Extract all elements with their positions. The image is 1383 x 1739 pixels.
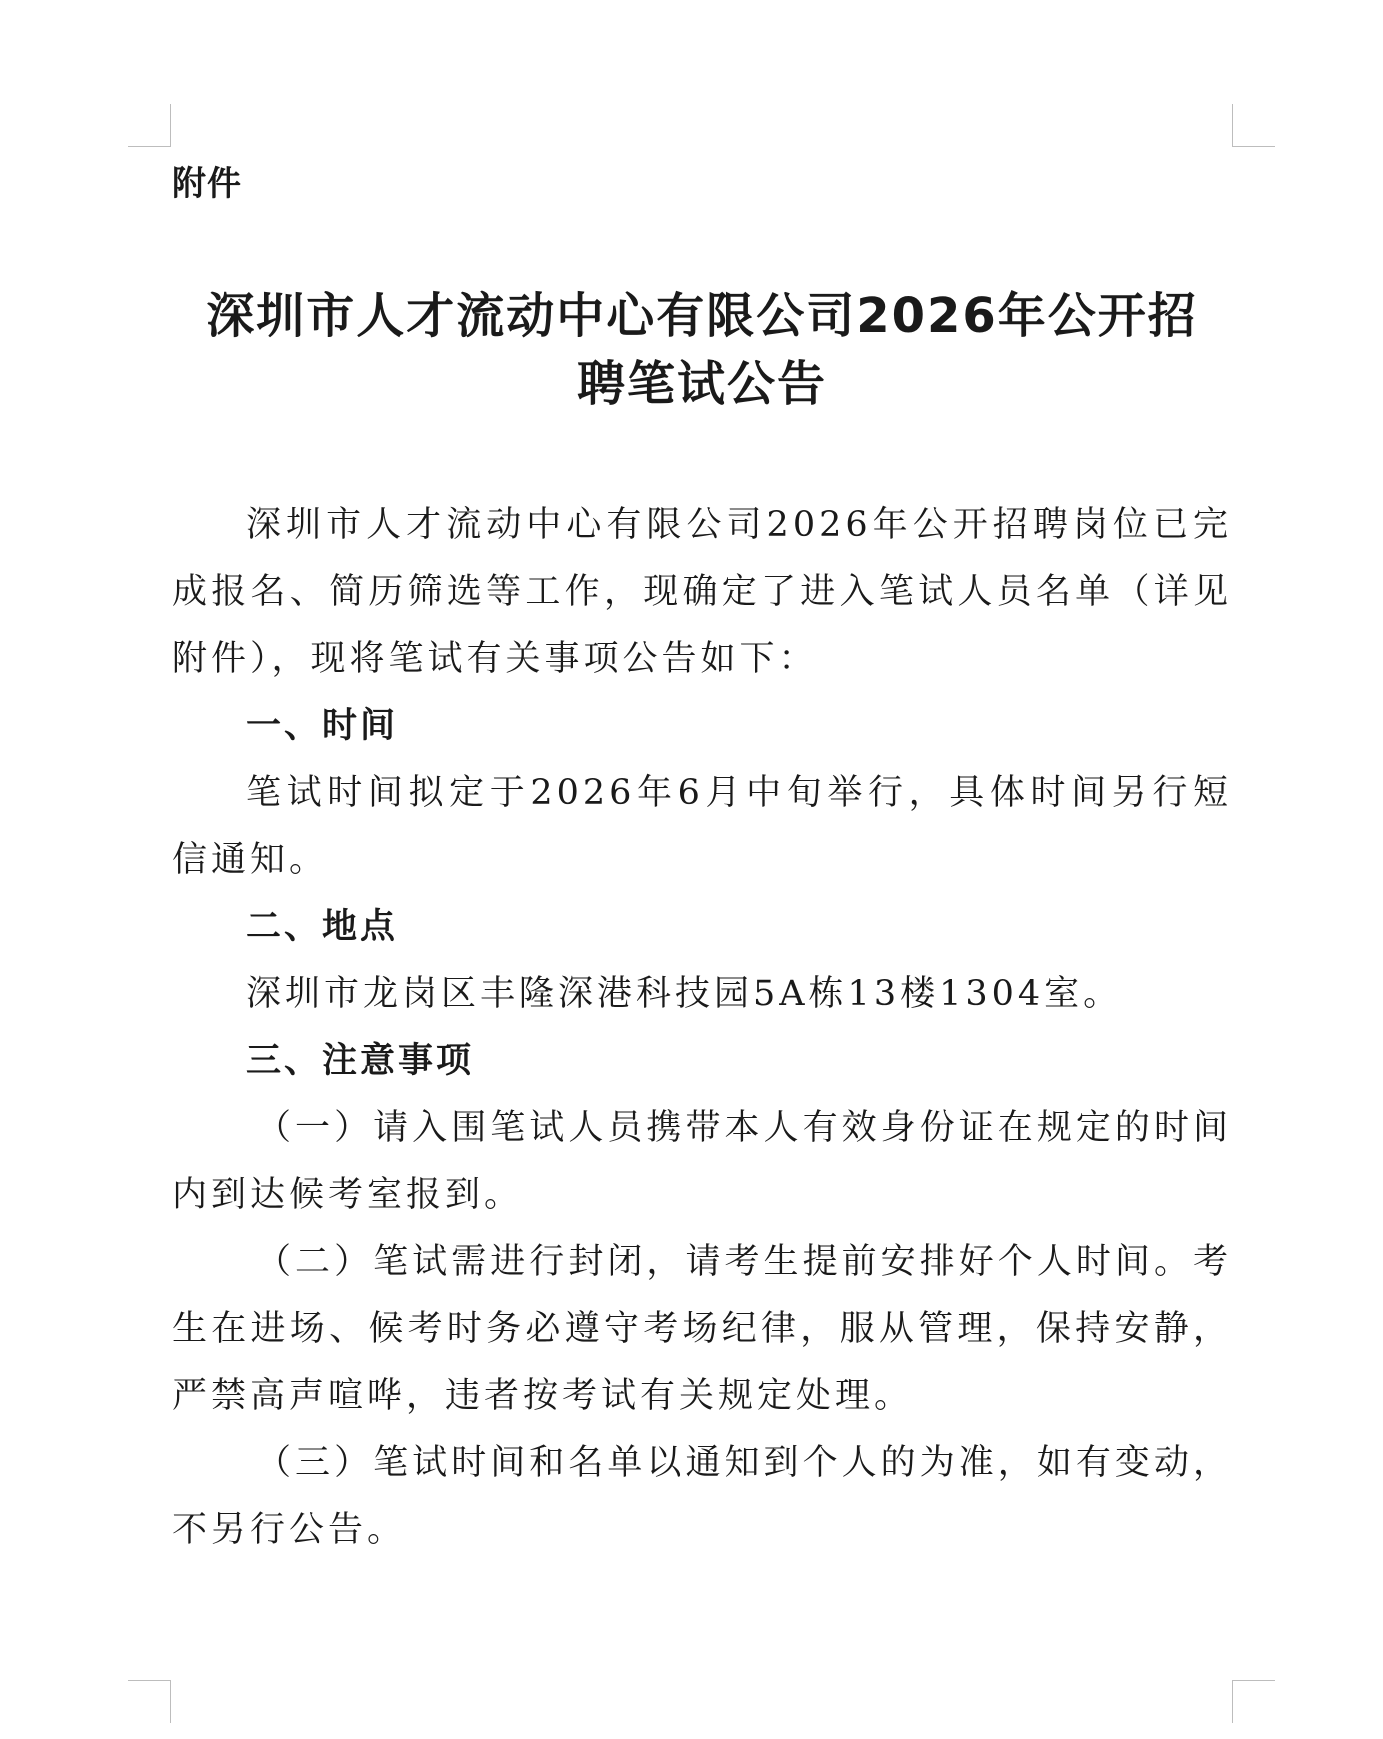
title-line-1: 深圳市人才流动中心有限公司2026年公开招 [206,288,1198,344]
section-text-time: 笔试时间拟定于2026年6月中旬举行，具体时间另行短信通知。 [172,773,1232,880]
intro-paragraph: 深圳市人才流动中心有限公司2026年公开招聘岗位已完成报名、简历筛选等工作，现确定了进入笔试人员名单（详见附件），现将笔试有关事项公告如下： [172,505,1232,679]
crop-mark-top-right [1232,104,1275,147]
attachment-label: 附件 [172,164,242,204]
document-title [172,282,1232,418]
crop-mark-bottom-left [128,1680,171,1723]
section-heading-time: 一、时间 [246,706,399,746]
crop-mark-top-left [128,104,171,147]
section-heading-notes: 三、注意事项 [246,1041,475,1081]
section-text-location: 深圳市龙岗区丰隆深港科技园5A栋13楼1304室。 [246,974,1123,1014]
title-line-2: 聘笔试公告 [576,356,827,412]
notes-item: （二）笔试需进行封闭，请考生提前安排好个人时间。考生在进场、候考时务必遵守考场纪律，服从管理，保持安静，严禁高声喧哗，违者按考试有关规定处理。 [172,1242,1232,1416]
notes-item: （三）笔试时间和名单以通知到个人的为准，如有变动，不另行公告。 [172,1443,1232,1550]
notes-item: （一）请入围笔试人员携带本人有效身份证在规定的时间内到达候考室报到。 [172,1108,1232,1215]
crop-mark-bottom-right [1232,1680,1275,1723]
document-body [172,492,1232,1564]
section-heading-location: 二、地点 [246,907,399,947]
